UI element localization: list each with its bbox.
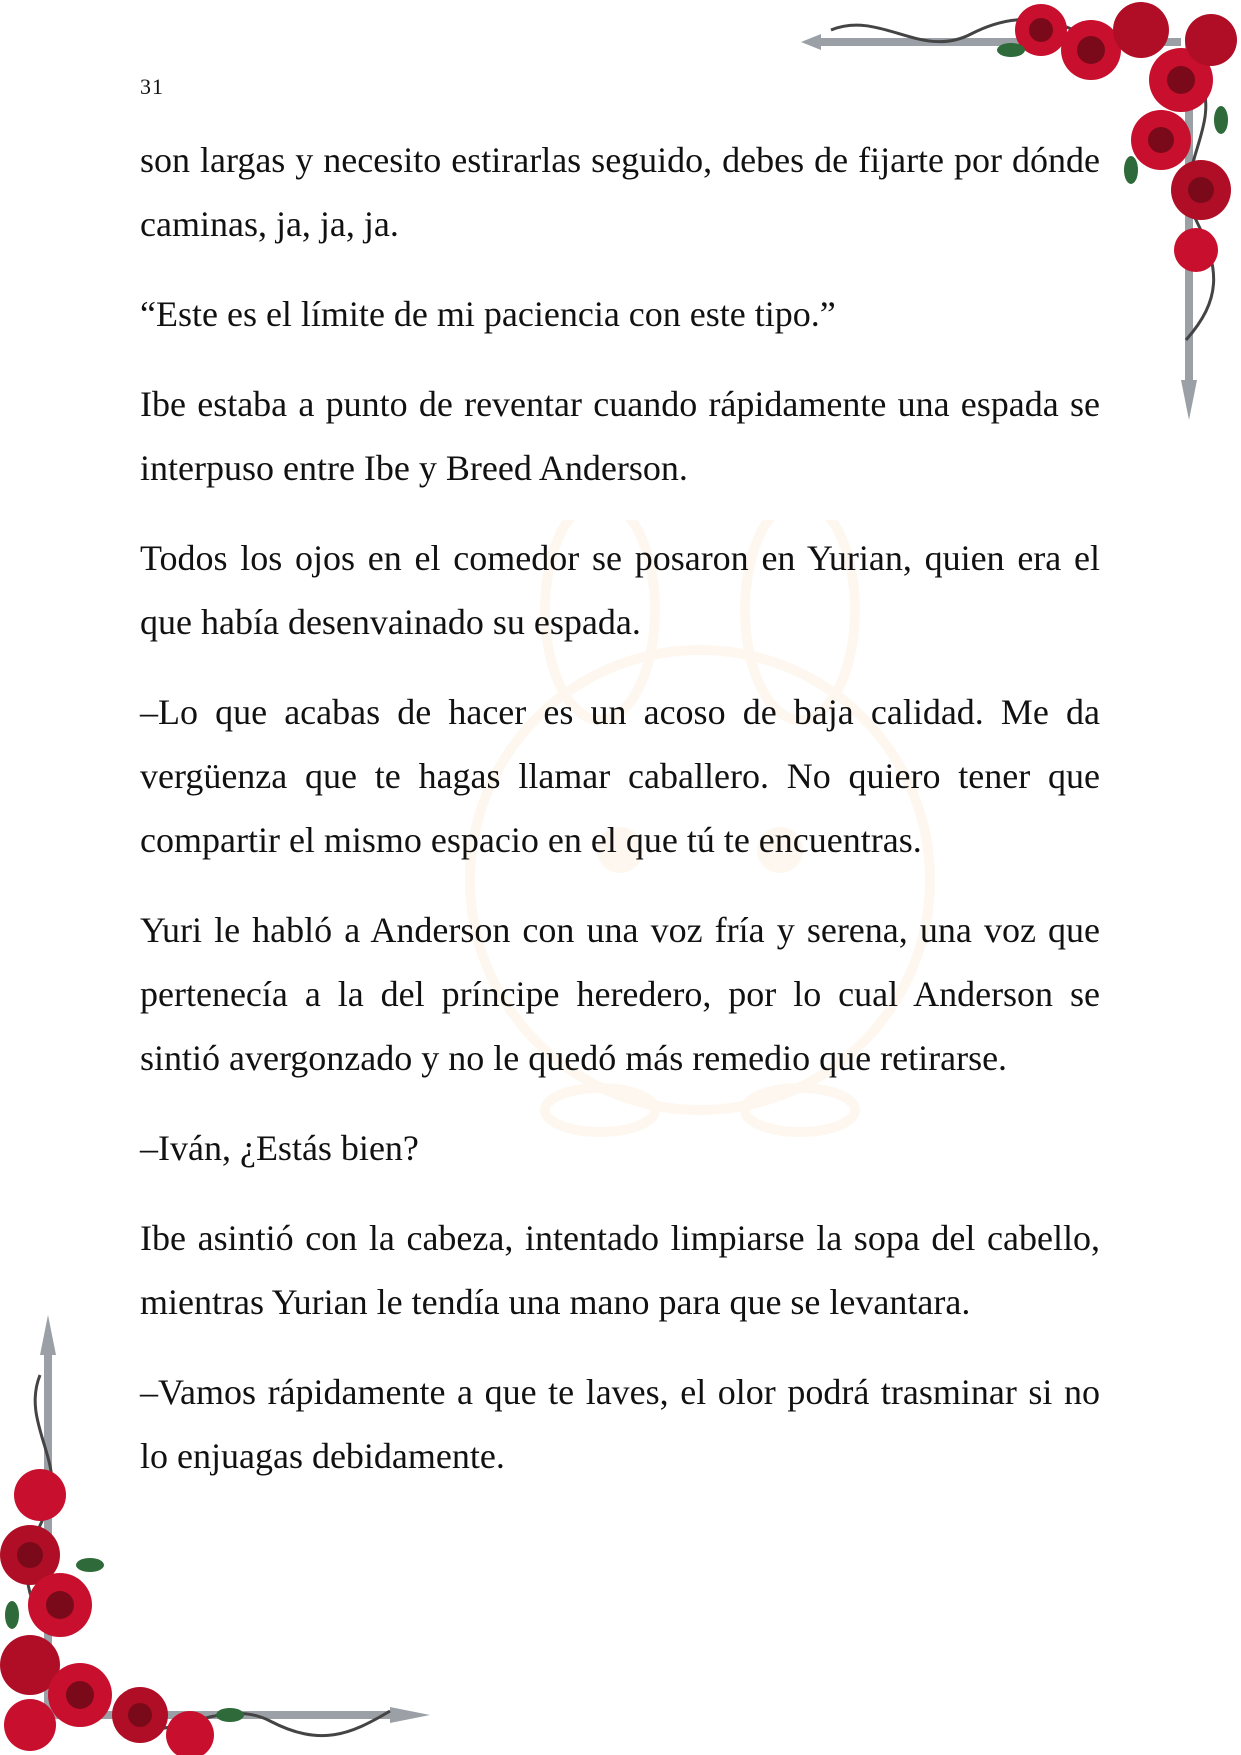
- paragraph: Todos los ojos en el comedor se posaron en Yurian, quien era el que había desenvainado su espada.: [140, 538, 1100, 642]
- paragraph: Ibe estaba a punto de reventar cuando rápidamente una espada se interpuso entre Ibe y Breed Anderson.: [140, 384, 1100, 488]
- paragraph: son largas y necesito estirarlas seguido, debes de fijarte por dónde caminas, ja, ja, ja.: [140, 140, 1100, 244]
- paragraph: “Este es el límite de mi paciencia con este tipo.”: [140, 294, 836, 334]
- paragraph: Yuri le habló a Anderson con una voz fría y serena, una voz que pertenecía a la del príncipe heredero, por lo cual Anderson se sintió avergonzado y no le quedó más remedio que retirarse.: [140, 910, 1100, 1078]
- paragraph: –Vamos rápidamente a que te laves, el olor podrá trasminar si no lo enjuagas debidamente.: [140, 1372, 1100, 1476]
- paragraph: Ibe asintió con la cabeza, intentado limpiarse la sopa del cabello, mientras Yurian le tendía una mano para que se levantara.: [140, 1218, 1100, 1322]
- paragraph: –Lo que acabas de hacer es un acoso de baja calidad. Me da vergüenza que te hagas llamar caballero. No quiero tener que compartir el mismo espacio en el que tú te encuentras.: [140, 692, 1100, 860]
- page-number: 31: [140, 74, 164, 99]
- text-body: [140, 128, 1100, 1514]
- paragraph: –Iván, ¿Estás bien?: [140, 1128, 419, 1168]
